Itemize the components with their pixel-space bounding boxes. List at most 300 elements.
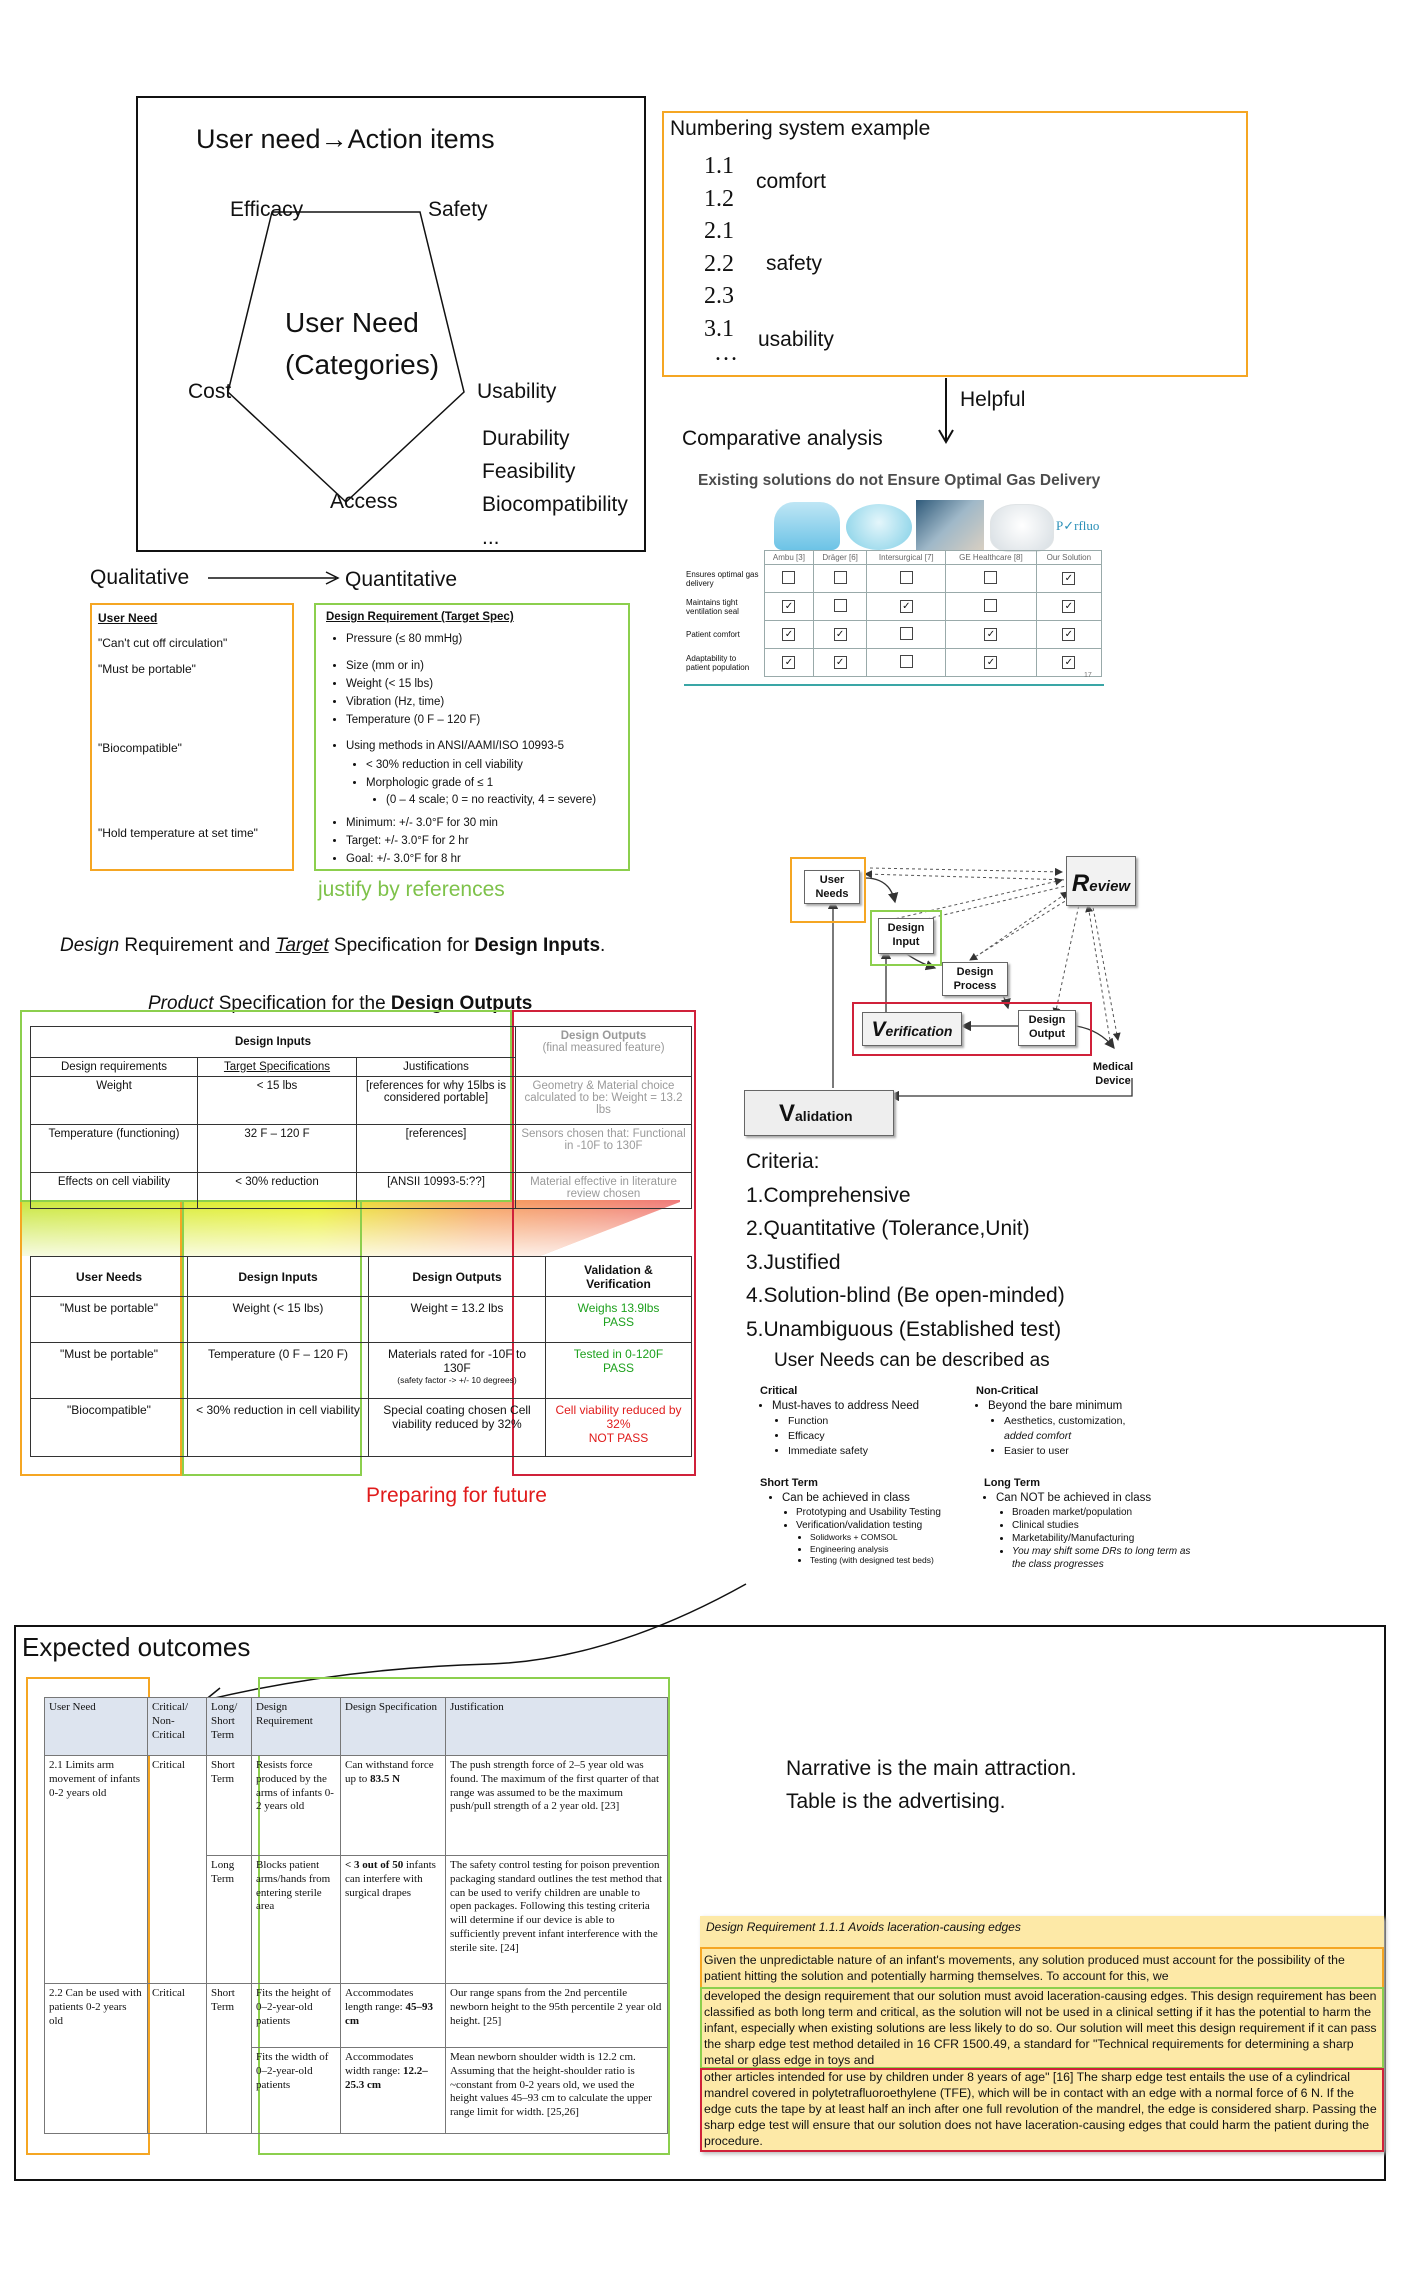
eo-row-3: [45, 1984, 668, 2048]
numbering-list: [704, 150, 738, 366]
req-scale: • (0 – 4 scale; 0 = no reactivity, 4 = severe): [386, 794, 596, 806]
vertex-cost: Cost: [188, 380, 232, 403]
expected-table: [44, 1697, 668, 2134]
comparative-heading: Comparative analysis: [682, 427, 883, 450]
eo-2-term: Long Term: [207, 1856, 252, 1984]
design-req-group-3: [330, 739, 564, 757]
short-term-main-list: [760, 1491, 980, 1506]
need-circulation: "Can't cut off circulation": [98, 636, 228, 650]
vertex-safety: Safety: [428, 198, 488, 221]
spec-weight-out: Geometry & Material choice calculated to be: Weight = 13.2 lbs: [516, 1076, 692, 1124]
checked-box-icon: ✓: [1062, 600, 1075, 613]
num-2-1: 2.1: [704, 218, 734, 244]
eo-2-spec-value: < 3 out of 50: [345, 1859, 404, 1871]
eo-1-just: The push strength force of 2–5 year old was found. The maximum of the first quarter of that range was assumed to be the maximum push/pull strength of a 2 year old. [23]: [446, 1756, 668, 1856]
narrative-line-1: Narrative is the main attraction.: [786, 1757, 1077, 1780]
comparison-cell: [946, 593, 1037, 621]
need-biocompatible: "Biocompatible": [98, 741, 182, 755]
need-portable: "Must be portable": [98, 662, 196, 676]
spec-temp-spec: 32 F – 120 F: [198, 1124, 357, 1172]
empty-box-icon: [984, 571, 997, 584]
critical-sub-list: [760, 1414, 980, 1459]
criteria-3: 3.Justified: [746, 1250, 841, 1274]
col-our-solution: Our Solution: [1036, 551, 1101, 565]
short-testing: • Testing (with designed test beds): [810, 1555, 980, 1567]
trace-3-vv-text: Cell viability reduced by 32%: [555, 1403, 682, 1431]
comparison-cell: [867, 621, 946, 649]
criteria-title: Criteria:: [746, 1150, 820, 1173]
vertex-access: Access: [330, 490, 398, 513]
design-req-group-2: [330, 659, 480, 731]
eo-4-spec: [341, 2048, 446, 2134]
criteria-block: [746, 1145, 1065, 1346]
checked-box-icon: ✓: [1062, 572, 1075, 585]
node-medical-device-label: Medical Device: [1092, 1061, 1134, 1088]
comparison-header-row: [684, 551, 1102, 565]
verification-V: V: [871, 1018, 886, 1041]
short-term-sub-list: [760, 1506, 980, 1532]
comparison-cell: [813, 593, 867, 621]
trace-1-vv-text: Weighs 13.9lbs: [577, 1301, 660, 1315]
spec-cell-out: Material effective in literature review chosen: [516, 1172, 692, 1208]
node-medical-device: [1084, 1060, 1142, 1089]
comparison-cell: [813, 621, 867, 649]
comparison-cell: [765, 593, 814, 621]
node-user-needs-label: User Needs: [815, 874, 849, 900]
eo-2-just: The safety control testing for poison prevention packaging standard outlines the test method that can be used to verify children are unable to open packages. Following this testing criteria will determine if our device is able to sufficiently prevent infant interference with the sterile site. [24]: [446, 1856, 668, 1984]
eo-3-just: Our range spans from the 2nd percentile newborn height to the 95th percentile 2 year old height. [25]: [446, 1984, 668, 2048]
spec-temp-out: Sensors chosen that: Functional in -10F to 130F: [516, 1124, 692, 1172]
review-R: R: [1071, 870, 1090, 897]
long-marketability: • Marketability/Manufacturing: [1012, 1532, 1204, 1545]
comparison-cell: [867, 593, 946, 621]
comparison-cell: [1036, 593, 1101, 621]
comparison-cell: [813, 649, 867, 677]
product-ge-image: [990, 504, 1054, 552]
empty-box-icon: [900, 627, 913, 640]
trace-2-need: "Must be portable": [31, 1343, 188, 1399]
caption2-design-outputs: Design Outputs: [390, 993, 533, 1014]
eo-h-req: Design Requirement: [252, 1698, 341, 1756]
need-temperature: "Hold temperature at set time": [98, 826, 258, 840]
num-1-1: 1.1: [704, 153, 734, 179]
trace-2-output-note: (safety factor -> +/- 10 degrees): [397, 1375, 517, 1385]
req-goal-temp: • Goal: +/- 3.0°F for 8 hr: [346, 852, 498, 867]
caption2-mid: Specification for the: [213, 993, 391, 1014]
col-intersurgical: Intersurgical [7]: [867, 551, 946, 565]
critical-title: Critical: [760, 1385, 798, 1397]
product-intersurgical-image: [916, 500, 984, 550]
noncritical-title: Non-Critical: [976, 1385, 1039, 1397]
pentagon-center-label: [285, 302, 439, 386]
helpful-arrow: [936, 378, 956, 448]
num-ellipsis: …: [714, 340, 738, 366]
checked-box-icon: ✓: [782, 628, 795, 641]
center-line-1: User Need: [285, 307, 419, 338]
trace-3-input: < 30% reduction in cell viability: [188, 1399, 369, 1457]
center-line-2: (Categories): [285, 349, 440, 380]
spec-row-temp: [31, 1124, 692, 1172]
short-term-subsub-list: [760, 1532, 980, 1567]
criteria-2: 2.Quantitative (Tolerance,Unit): [746, 1217, 1030, 1240]
long-clinical: • Clinical studies: [1012, 1519, 1204, 1532]
user-need-list-box: [90, 603, 294, 871]
design-req-group-3-sub: [350, 758, 523, 794]
dr-para-3: other articles intended for use by children under 8 years of age" [16] The sharp edge test entails the use of a cylindrical mandrel covered in polytetrafluoroethylene (TFE), which will be in contact with an edge with a normal force of 6 N. If the edge cuts the tape by at least half an inch after one full revolution of the mandrel, the edge is considered sharp. Passing the sharp edge test will ensure that our solution does not have laceration-causing edges that could harm the patient during the procedure.: [704, 2070, 1377, 2148]
comparison-row: [684, 649, 1102, 677]
trace-1-vv-result: PASS: [602, 1315, 635, 1329]
checked-box-icon: ✓: [900, 600, 913, 613]
comparison-cell: [1036, 621, 1101, 649]
long-term-title: Long Term: [984, 1477, 1041, 1489]
trace-row-2: [31, 1343, 692, 1399]
preparing-for-future: Preparing for future: [366, 1484, 547, 1507]
node-design-process: [942, 962, 1008, 996]
noncritical-aesthetics-text: Aesthetics, customization,: [1004, 1415, 1126, 1427]
req-cell-viability: • < 30% reduction in cell viability: [366, 758, 523, 773]
spec-outputs-label: Design Outputs: [560, 1030, 647, 1042]
caption1-period: .: [600, 935, 606, 956]
extra-feasibility: Feasibility: [482, 460, 576, 483]
noncritical-sub-list: [976, 1414, 1196, 1459]
short-prototyping: • Prototyping and Usability Testing: [796, 1506, 980, 1519]
critical-main: • Must-haves to address Need: [772, 1399, 980, 1414]
num-1-2: 1.2: [704, 185, 734, 212]
checked-box-icon: ✓: [984, 628, 997, 641]
caption1-mid1: Requirement and: [119, 935, 276, 956]
eo-1-spec: [341, 1756, 446, 1856]
short-verification: • Verification/validation testing: [796, 1519, 980, 1532]
comparison-row-label: Adaptability to patient population: [686, 653, 750, 672]
caption-design-inputs: [60, 935, 605, 957]
trace-h-vv: Validation & Verification: [546, 1257, 692, 1297]
req-temperature: • Temperature (0 F – 120 F): [346, 713, 480, 728]
comparison-row: [684, 593, 1102, 621]
validation-rest: alidation: [795, 1108, 853, 1124]
trace-1-input: Weight (< 15 lbs): [188, 1297, 369, 1343]
num-2-2: 2.2: [704, 250, 734, 277]
narrative-text: [786, 1752, 1077, 1818]
spec-row-cell: [31, 1172, 692, 1208]
design-req-group-1: [330, 633, 462, 648]
node-design-input: [878, 918, 934, 954]
spec-weight-req: Weight: [31, 1076, 198, 1124]
short-term-block: [760, 1476, 980, 1567]
criteria-desc: User Needs can be described as: [774, 1350, 1050, 1371]
comparison-cell: [813, 565, 867, 593]
trace-2-vv-text: Tested in 0-120F: [573, 1347, 664, 1361]
trace-row-3: [31, 1399, 692, 1457]
spec-table: [30, 1026, 692, 1209]
trace-2-vv: [546, 1343, 692, 1399]
spec-header-row: [31, 1057, 692, 1076]
comparison-cell: [765, 621, 814, 649]
col-ambu: Ambu [3]: [765, 551, 814, 565]
critical-block: [760, 1384, 980, 1459]
trace-2-output: [369, 1343, 546, 1399]
node-review: [1066, 856, 1136, 906]
eo-4-spec-text: Accommodates width range:: [345, 2051, 414, 2077]
eo-h-need: User Need: [45, 1698, 148, 1756]
comparison-table: [684, 550, 1102, 677]
req-size: • Size (mm or in): [346, 659, 480, 674]
noncritical-aesthetics: [1004, 1414, 1196, 1444]
req-vibration: • Vibration (Hz, time): [346, 695, 480, 710]
vertex-efficacy: Efficacy: [230, 198, 304, 221]
noncritical-block: [976, 1384, 1196, 1459]
eo-1-term: Short Term: [207, 1756, 252, 1856]
caption1-mid2: Specification for: [328, 935, 475, 956]
extra-biocompatibility: Biocompatibility: [482, 493, 628, 516]
trace-3-vv-result: NOT PASS: [588, 1431, 649, 1445]
long-term-sub-list: [984, 1506, 1204, 1571]
review-to-output: [1055, 900, 1080, 1015]
eo-4-req: Fits the width of 0–2-year-old patients: [252, 2048, 341, 2134]
trace-2-input: Temperature (0 F – 120 F): [188, 1343, 369, 1399]
extra-durability: Durability: [482, 427, 570, 450]
label-usability: usability: [758, 328, 834, 351]
trace-3-vv: [546, 1399, 692, 1457]
dr-heading: Design Requirement 1.1.1 Avoids laceration-causing edges: [706, 1920, 1021, 1934]
product-ambu-image: [774, 502, 840, 550]
eo-1-need: 2.1 Limits arm movement of infants 0-2 years old: [45, 1756, 148, 1984]
review-to-userneeds: [865, 874, 1070, 880]
eo-1-spec-value: 83.5 N: [370, 1772, 401, 1785]
spec-temp-req: Temperature (functioning): [31, 1124, 198, 1172]
eo-1-req: Resists force produced by the arms of infants 0-2 years old: [252, 1756, 341, 1856]
col-drager: Dräger [6]: [813, 551, 867, 565]
caption1-design: Design: [60, 935, 120, 956]
criteria-5: 5.Unambiguous (Established test): [746, 1317, 1062, 1341]
spec-group-row: [31, 1027, 692, 1058]
eo-h-just: Justification: [446, 1698, 668, 1756]
noncritical-added: added comfort: [1004, 1430, 1072, 1442]
noncritical-main-list: [976, 1399, 1196, 1414]
empty-box-icon: [900, 571, 913, 584]
needs-to-input: [865, 878, 895, 902]
comparison-cell: [1036, 565, 1101, 593]
req-morphologic: • Morphologic grade of ≤ 1: [366, 776, 523, 791]
numbering-title: Numbering system example: [670, 117, 931, 140]
criteria-1: 1.Comprehensive: [746, 1183, 911, 1207]
spec-row-weight: [31, 1076, 692, 1124]
numbering-box: [662, 111, 1248, 377]
eo-header-row: [45, 1698, 668, 1756]
criteria-4: 4.Solution-blind (Be open-minded): [746, 1284, 1065, 1307]
qual-quant-arrow: [208, 568, 348, 588]
quantitative-label: Quantitative: [345, 568, 458, 591]
comparison-row-label: Patient comfort: [686, 630, 740, 639]
comparison-cell: [765, 649, 814, 677]
checked-box-icon: ✓: [1062, 656, 1075, 669]
checked-box-icon: ✓: [782, 656, 795, 669]
comparison-cell: [867, 565, 946, 593]
spec-group-inputs: Design Inputs: [31, 1027, 516, 1058]
trace-3-need: "Biocompatible": [31, 1399, 188, 1457]
design-req-title: Design Requirement (Target Spec): [326, 611, 514, 623]
req-target-temp: • Target: +/- 3.0°F for 2 hr: [346, 834, 498, 849]
critical-main-list: [760, 1399, 980, 1414]
noncritical-main: • Beyond the bare minimum: [988, 1399, 1196, 1414]
noncritical-easier: • Easier to user: [1004, 1444, 1196, 1459]
eo-h-term: Long/ Short Term: [207, 1698, 252, 1756]
design-req-box: [314, 603, 630, 871]
node-verification: [862, 1012, 962, 1046]
short-term-title: Short Term: [760, 1477, 818, 1489]
spec-outputs-sub: (final measured feature): [542, 1042, 665, 1054]
userneeds-to-review: [870, 868, 1062, 872]
comparison-row: [684, 565, 1102, 593]
comparison-cell: [867, 649, 946, 677]
slide-rule: [684, 684, 1104, 686]
eo-4-just: Mean newborn shoulder width is 12.2 cm. Assuming that the height-shoulder ratio is ~constant from 0-2 years old, we used the height values 45–93 cm to calculate the upper range limit for width. [25,26]: [446, 2048, 668, 2134]
req-min-temp: • Minimum: +/- 3.0°F for 30 min: [346, 816, 498, 831]
eo-2-spec-text: infants can interfere with surgical drapes: [345, 1859, 436, 1899]
spec-h-just: Justifications: [357, 1057, 516, 1076]
review-rest: eview: [1089, 878, 1131, 895]
comparison-cell: [946, 621, 1037, 649]
comparison-cell: [765, 565, 814, 593]
trace-1-vv: [546, 1297, 692, 1343]
spec-group-outputs: [516, 1027, 692, 1058]
comparison-row: [684, 621, 1102, 649]
spec-weight-just: [references for why 15lbs is considered portable]: [357, 1076, 516, 1124]
vertex-usability: Usability: [477, 380, 557, 403]
spec-h-req: Design requirements: [31, 1057, 198, 1076]
eo-h-spec: Design Specification: [341, 1698, 446, 1756]
eo-3-spec: [341, 1984, 446, 2048]
trace-h-outputs: Design Outputs: [369, 1257, 546, 1297]
label-comfort: comfort: [756, 170, 827, 193]
dr-para-1: Given the unpredictable nature of an infant's movements, any solution produced must account for the possibility of the patient hitting the solution and potentially harming themselves. To account for this, we: [704, 1953, 1345, 1983]
spec-cell-spec: < 30% reduction: [198, 1172, 357, 1208]
empty-box-icon: [984, 599, 997, 612]
req-weight: • Weight (< 15 lbs): [346, 677, 480, 692]
comparative-slide: [684, 466, 1108, 692]
num-2-3: 2.3: [704, 283, 734, 309]
spec-h-out-blank: [516, 1057, 692, 1076]
empty-box-icon: [834, 599, 847, 612]
comparison-row-label: Maintains tight ventilation seal: [686, 597, 739, 616]
trace-1-need: "Must be portable": [31, 1297, 188, 1343]
caption1-design-inputs: Design Inputs: [474, 935, 601, 956]
dr-para-2: developed the design requirement that our solution must avoid laceration-causing edges. This design requirement has been classified as both long term and critical, as the solution will not be used in a clinical setting if it has the potential to harm the infant, especially when existing solutions are less likely to do so. Our solution will meet this design requirement if it can pass the sharp edge test method detailed in 16 CFR 1500.49, a standard for "Technical requirements for determining a sharp metal or glass edge in toys and: [704, 1989, 1377, 2067]
req-iso-methods: • Using methods in ANSI/AAMI/ISO 10993-5: [346, 739, 564, 754]
eo-row-1: [45, 1756, 668, 1856]
spec-temp-just: [references]: [357, 1124, 516, 1172]
caption1-target: Target: [275, 935, 329, 956]
empty-box-icon: [900, 655, 913, 668]
critical-immediate-safety: • Immediate safety: [788, 1444, 980, 1459]
comparison-cell: [946, 649, 1037, 677]
eo-3-crit: Critical: [148, 1984, 207, 2134]
node-design-output: [1018, 1010, 1076, 1046]
checked-box-icon: ✓: [1062, 628, 1075, 641]
trace-2-vv-result: PASS: [602, 1361, 635, 1375]
trace-table: [30, 1256, 692, 1457]
empty-box-icon: [834, 571, 847, 584]
caption2-product: Product: [148, 993, 214, 1014]
col-ge: GE Healthcare [8]: [946, 551, 1037, 565]
num-3-1: 3.1: [704, 315, 734, 342]
helpful-label: Helpful: [960, 388, 1026, 411]
trace-1-output: Weight = 13.2 lbs: [369, 1297, 546, 1343]
eo-3-need: 2.2 Can be used with patients 0-2 years old: [45, 1984, 148, 2134]
user-need-list-title: User Need: [98, 611, 158, 625]
long-term-main: • Can NOT be achieved in class: [996, 1491, 1204, 1506]
spec-cell-just: [ANSII 10993-5:??]: [357, 1172, 516, 1208]
expected-outcomes-title: Expected outcomes: [22, 1632, 251, 1662]
short-engineering: • Engineering analysis: [810, 1544, 980, 1556]
long-term-main-list: [984, 1491, 1204, 1506]
eo-1-spec-text: Can withstand force up to: [345, 1759, 434, 1785]
product-drager-image: [846, 504, 912, 550]
spec-h-target: Target Specifications: [198, 1057, 357, 1076]
design-req-group-4: [330, 816, 498, 870]
comparison-rows: [684, 565, 1102, 677]
validation-V: V: [779, 1100, 796, 1127]
label-safety: safety: [766, 252, 823, 275]
eo-3-req: Fits the height of 0–2-year-old patients: [252, 1984, 341, 2048]
node-design-input-label: Design Input: [887, 922, 925, 948]
eo-3-spec-text: Accommodates length range:: [345, 1987, 414, 2013]
long-term-block: [984, 1476, 1204, 1571]
slide-title: Existing solutions do not Ensure Optimal Gas Delivery: [698, 472, 1101, 489]
short-solidworks: • Solidworks + COMSOL: [810, 1532, 980, 1544]
trace-2-output-text: Materials rated for -10F to 130F: [387, 1347, 527, 1375]
node-design-process-label: Design Process: [953, 966, 997, 992]
long-broaden: • Broaden market/population: [1012, 1506, 1204, 1519]
comparison-row-label: Ensures optimal gas delivery: [686, 569, 759, 588]
narrative-line-2: Table is the advertising.: [786, 1790, 1006, 1813]
trace-h-inputs: Design Inputs: [188, 1257, 369, 1297]
spec-cell-req: Effects on cell viability: [31, 1172, 198, 1208]
long-shift: • You may shift some DRs to long term as the class progresses: [1012, 1545, 1192, 1571]
review-to-device: [1092, 902, 1118, 1040]
trace-h-needs: User Needs: [31, 1257, 188, 1297]
design-req-group-3-subsub: [370, 794, 596, 809]
trace-header-row: [31, 1257, 692, 1297]
checked-box-icon: ✓: [834, 656, 847, 669]
process-to-review: [980, 892, 1068, 954]
comparison-corner: [684, 551, 765, 565]
eo-1-crit: Critical: [148, 1756, 207, 1984]
justify-by-references: justify by references: [318, 878, 505, 901]
user-need-box-title: User need→Action items: [196, 124, 495, 154]
spec-weight-spec: < 15 lbs: [198, 1076, 357, 1124]
brand-perfluo: P✓rfluo: [1056, 518, 1100, 533]
extra-ellipsis: ...: [482, 526, 500, 549]
verification-rest: erification: [885, 1023, 953, 1039]
trace-row-1: [31, 1297, 692, 1343]
slide-page-number: 17: [1084, 672, 1092, 679]
critical-efficacy: • Efficacy: [788, 1429, 980, 1444]
critical-function: • Function: [788, 1414, 980, 1429]
empty-box-icon: [782, 571, 795, 584]
trace-3-output: Special coating chosen Cell viability reduced by 32%: [369, 1399, 546, 1457]
eo-3-term: Short Term: [207, 1984, 252, 2134]
eo-4-spec-value: 12.2–25.3 cm: [345, 2064, 428, 2091]
req-pressure: • Pressure (≤ 80 mmHg): [346, 633, 462, 645]
eo-2-spec: [341, 1856, 446, 1984]
qualitative-label: Qualitative: [90, 566, 190, 589]
eo-3-spec-value: 45–93 cm: [345, 2000, 433, 2027]
comparison-cell: [946, 565, 1037, 593]
checked-box-icon: ✓: [834, 628, 847, 641]
eo-h-crit: Critical/ Non-Critical: [148, 1698, 207, 1756]
eo-2-req: Blocks patient arms/hands from entering sterile area: [252, 1856, 341, 1984]
node-validation: [744, 1090, 894, 1136]
